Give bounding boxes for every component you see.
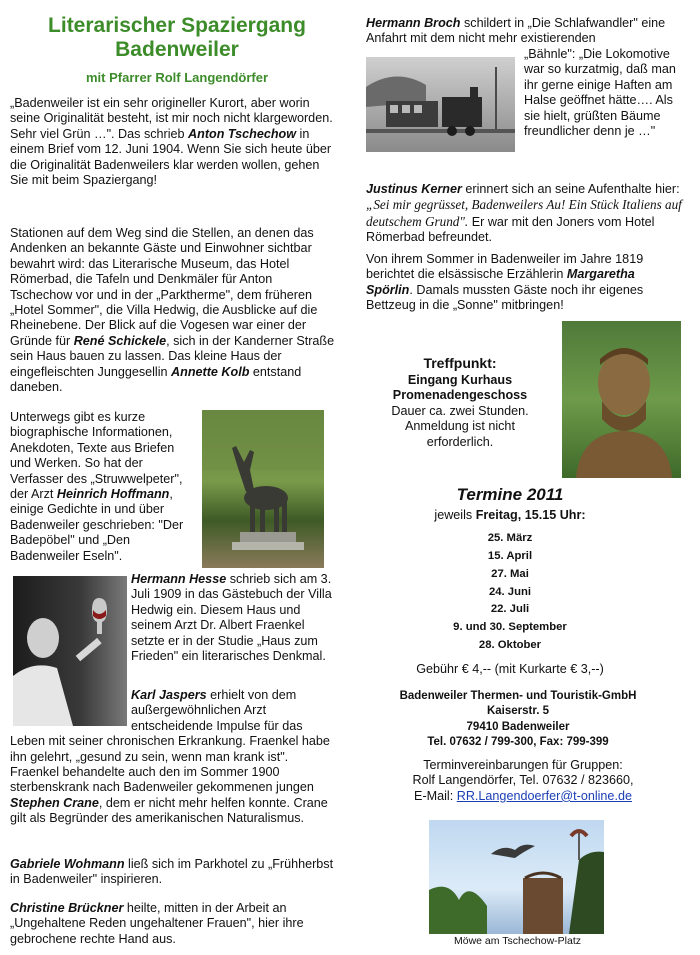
meeting-place-2: Promenadengeschoss xyxy=(392,388,528,403)
title-line-2: Badenweiler xyxy=(115,38,239,61)
author-name: Anton Tschechow xyxy=(188,126,297,141)
meeting-place-1: Eingang Kurhaus xyxy=(407,373,513,387)
date-item: 27. Mai xyxy=(491,567,529,580)
author-name: Karl Jaspers xyxy=(131,688,207,702)
intro-paragraph: „Badenweiler ist ein sehr origineller Kurort, aber worin seine Originalität besteht, ist mir noch nicht klargeworden. Sehr viel Grün …". Das schrieb Anton Tschechow in einem Brief vom 12. Juni 1904. Wenn Sie sich heute über die Originalität Badenweilers klar werden wollen, gehen Sie mit beim Spaziergang! xyxy=(10,96,333,188)
train-icon xyxy=(366,57,515,152)
train-photo xyxy=(366,57,515,152)
meeting-heading: Treffpunkt: xyxy=(423,355,497,371)
title-line-1: Literarischer Spaziergang xyxy=(48,14,306,37)
author-name: Margaretha Spörlin xyxy=(366,267,635,297)
date-item: 28. Oktober xyxy=(478,638,542,651)
wohmann-paragraph: Gabriele Wohmann ließ sich im Parkhotel zu „Frühherbst in Badenweiler" inspirieren. xyxy=(10,857,334,887)
date-item: 9. und 30. September xyxy=(453,620,567,633)
author-name: Christine Brückner xyxy=(10,901,124,915)
author-name: René Schickele xyxy=(73,333,167,348)
meeting-note-1: Anmeldung ist nicht xyxy=(405,419,515,434)
author-name: Heinrich Hoffmann xyxy=(56,487,170,502)
meeting-duration: Dauer ca. zwei Stunden. xyxy=(391,403,529,418)
stations-paragraph: Stationen auf dem Weg sind die Stellen, an denen das Andenken an bekannte Gäste und Einwohner sichtbar bewahrt wird: das Literarische Museum, das Hotel Römerbad, die Tafeln und Denkmäler für Anton Tschechow vor und in der „Parktherme", dem früheren „Hotel Sommer", die Villa Hedwig, die Ausblicke auf die Rheinebene. Der Blick auf die Vogesen war einer der Gründe für René Schickele, sich in der Kanderner Straße sein Haus bauen zu lassen. Das kleine Haus der eingefleischten Junggesellin Annette Kolb entstand daneben. xyxy=(10,226,335,395)
jaspers-paragraph: Karl Jaspers erhielt von dem außergewöhnlichen Arzt entscheidende Impulse für das Leben mit seiner chronischen Erkrankung. Fraenkel habe ihn gelehrt, „gesund zu sein, wenn man krank ist". Fraenkel behandelte auch den im Sommer 1900 sterbenskrank nach Badenweiler gekommenen jungen Stephen Crane, dem er nicht mehr helfen konnte. Crane gilt als Begründer des amerikanischen Naturalismus. xyxy=(10,688,330,826)
email-link[interactable]: RR.Langendoerfer@t-online.de xyxy=(456,788,632,803)
dates-heading: Termine 2011 xyxy=(456,485,564,504)
donkey-icon xyxy=(202,410,324,568)
author-name: Justinus Kerner xyxy=(366,182,462,196)
author-name: Gabriele Wohmann xyxy=(10,857,125,871)
bust-icon xyxy=(562,321,681,478)
contact-street: Kaiserstr. 5 xyxy=(486,705,549,718)
seagull-photo xyxy=(429,820,604,934)
date-item: 15. April xyxy=(487,550,533,563)
seagull-icon xyxy=(429,820,604,934)
dates-list xyxy=(395,530,625,654)
hoffmann-paragraph: Unterwegs gibt es kurze biographische Informationen, Anekdoten, Texte aus Briefen und Werken. So hat der Verfasser des „Struwwelpeter", der Arzt Heinrich Hoffmann, einige Gedichte in und über Badenweiler geschrieben: "Der Badepöbel" und „Den Badenweiler Eseln". xyxy=(10,410,184,563)
brueckner-paragraph: Christine Brückner heilte, mitten in der Arbeit an „Ungehaltene Reden ungehaltener Frauen", hier ihre gebrochene rechte Hand aus. xyxy=(10,901,304,946)
dates-subheading: jeweils Freitag, 15.15 Uhr: xyxy=(434,508,586,522)
hesse-paragraph: Hermann Hesse schrieb sich am 3. Juli 1909 in das Gästebuch der Villa Hedwig ein. Diesem Haus und seinem Arzt Dr. Albert Fraenkel setzte er in der Studie „Haus zum Frieden" ein literarisches Denkmal. xyxy=(131,572,332,664)
kerner-paragraph: Justinus Kerner erinnert sich an seine Aufenthalte hier: „Sei mir gegrüsset, Badenweilers Au! Ein Stück Italiens auf deutschem Grund". Er war mit den Joners vom Hotel Römerbad befreundet. xyxy=(366,182,682,245)
photo-caption: Möwe am Tschechow-Platz xyxy=(453,935,582,947)
contact-org: Badenweiler Thermen- und Touristik-GmbH xyxy=(399,690,637,702)
donkey-statue-photo xyxy=(202,410,324,568)
date-item: 25. März xyxy=(487,532,533,545)
broch-intro: Hermann Broch schildert in „Die Schlafwandler" eine Anfahrt mit dem nicht mehr existierenden xyxy=(366,16,666,46)
broch-quote: „Bähnle": „Die Lokomotive war so kurzatmig, daß man ihr gerne einige Haften am Halse geöffnet hätte…. Als sie hielt, grüßten Bäume freundlicher denn je …" xyxy=(524,47,676,139)
spoerlin-paragraph: Von ihrem Sommer in Badenweiler im Jahre 1819 berichtet die elsässische Erzählerin Margaretha Spörlin. Damals mussten Gäste noch ihr eigenes Bettzeug in die „Sonne" mitbringen! xyxy=(366,252,644,313)
page-title xyxy=(12,14,342,62)
group-booking xyxy=(368,758,678,804)
fee-text: Gebühr € 4,-- (mit Kurkarte € 3,--) xyxy=(416,662,604,676)
author-name: Hermann Hesse xyxy=(131,572,227,586)
tschechow-bust-photo xyxy=(562,321,681,478)
kerner-quote: „Sei mir gegrüsset, Badenweilers Au! Ein Stück Italiens auf deutschem Grund". xyxy=(366,197,682,229)
date-item: 24. Juni xyxy=(488,585,532,598)
email-line: E-Mail: RR.Langendoerfer@t-online.de xyxy=(414,788,632,803)
meeting-point xyxy=(375,354,545,450)
group-booking-contact: Rolf Langendörfer, Tel. 07632 / 823660, xyxy=(412,773,634,788)
contact-block xyxy=(368,689,668,751)
page-subtitle: mit Pfarrer Rolf Langendörfer xyxy=(85,70,269,85)
author-name: Stephen Crane xyxy=(10,795,99,810)
author-name: Annette Kolb xyxy=(171,364,250,379)
meeting-note-2: erforderlich. xyxy=(426,434,494,449)
date-item: 22. Juli xyxy=(490,603,530,616)
contact-city: 79410 Badenweiler xyxy=(466,720,570,733)
author-name: Hermann Broch xyxy=(366,16,461,30)
group-booking-line: Terminvereinbarungen für Gruppen: xyxy=(423,758,623,772)
contact-phone: Tel. 07632 / 799-300, Fax: 799-399 xyxy=(427,736,609,749)
dates-section xyxy=(395,484,625,654)
